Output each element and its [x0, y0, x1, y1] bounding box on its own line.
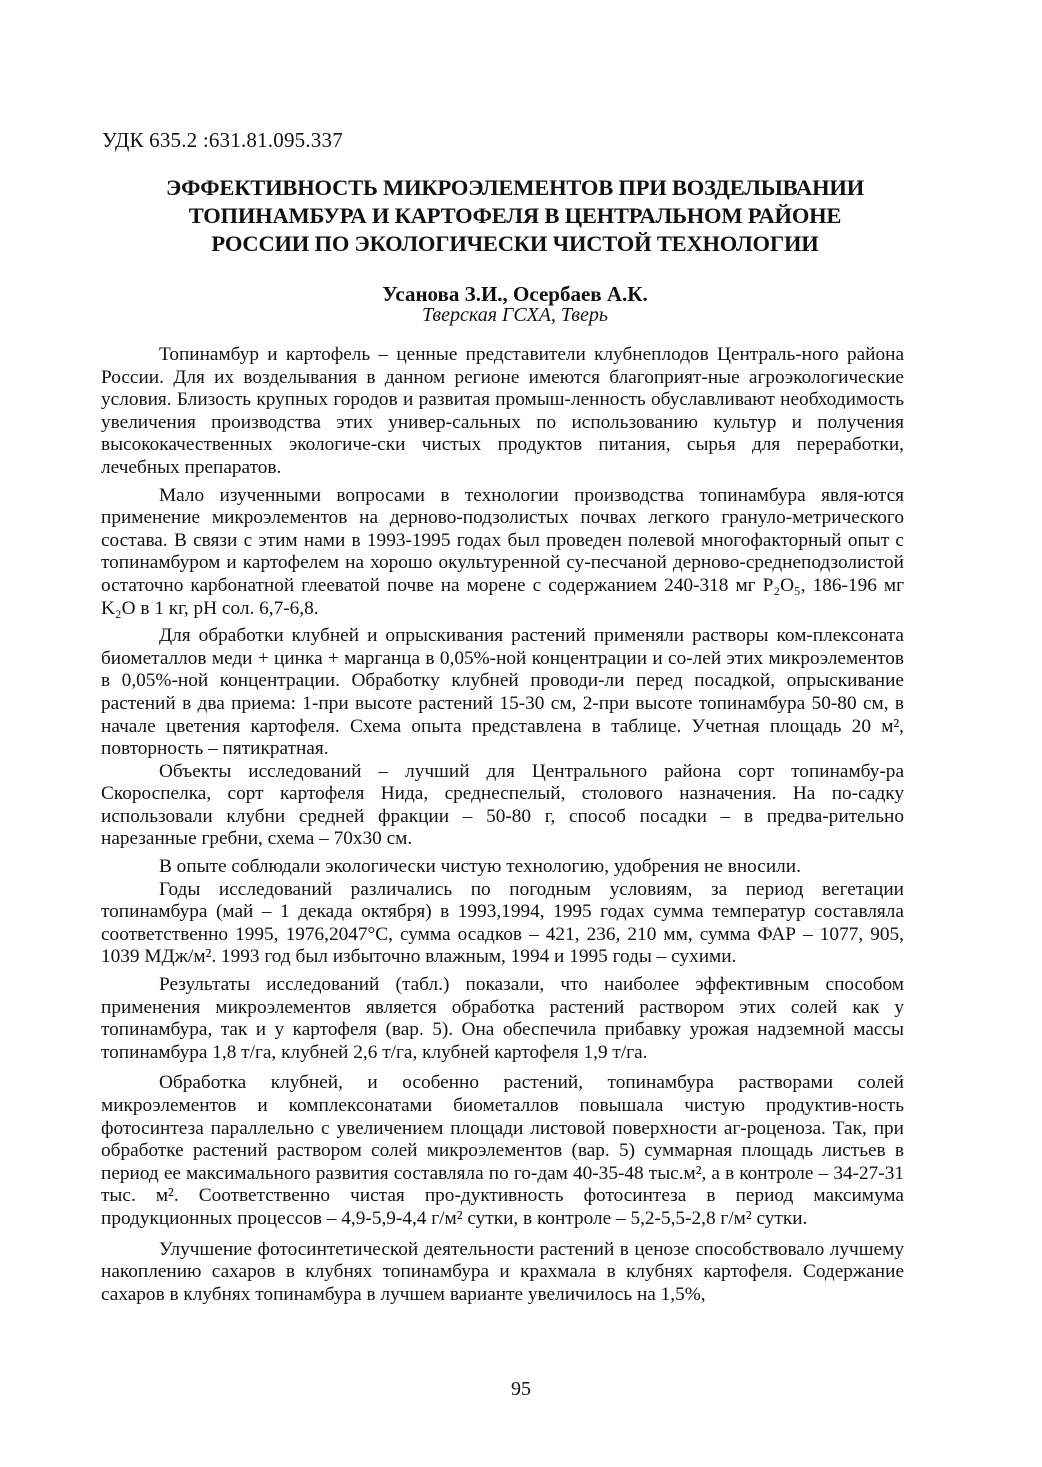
- article-body: [101, 344, 904, 1306]
- paragraph: Годы исследований различались по погодным условиям, за период вегетации топинамбура (май – 1 декада октября) в 1993,1994, 1995 годах сумма температур составляла соответственно 1995, 1976,2047°С, сумма осадков – 421, 236, 210 мм, сумма ФАР – 1077, 905, 1039 МДж/м². 1993 год был избыточно влажным, 1994 и 1995 годы – сухими.: [101, 878, 904, 968]
- paragraph: Объекты исследований – лучший для Центрального района сорт топинамбу-ра Скороспелка, сорт картофеля Нида, среднеспелый, столового назначения. На по-садку использовали клубни средней фракции – 50-80 г, способ посадки – в предва-рительно нарезанные гребни, схема – 70х30 см.: [101, 760, 904, 850]
- paragraph: В опыте соблюдали экологически чистую технологию, удобрения не вносили.: [159, 856, 801, 878]
- article-title: [100, 174, 930, 258]
- title-line: ТОПИНАМБУРА И КАРТОФЕЛЯ В ЦЕНТРАЛЬНОМ РАЙОНЕ: [188, 203, 842, 228]
- title-line: ЭФФЕКТИВНОСТЬ МИКРОЭЛЕМЕНТОВ ПРИ ВОЗДЕЛЫВАНИИ: [165, 175, 865, 200]
- udk-code: УДК 635.2 :631.81.095.337: [102, 128, 343, 152]
- page-number: 95: [511, 1378, 531, 1400]
- paragraph: Результаты исследований (табл.) показали, что наиболее эффективным способом применения микроэлементов является обработка растений раствором этих солей как у топинамбура, так и у картофеля (вар. 5). Она обеспечила прибавку урожая надземной массы топинамбура 1,8 т/га, клубней 2,6 т/га, клубней картофеля 1,9 т/га.: [101, 974, 904, 1063]
- paragraph: Улучшение фотосинтетической деятельности растений в ценозе способствовало лучшему накоплению сахаров в клубнях топинамбура и крахмала в клубнях картофеля. Содержание сахаров в клубнях топинамбура в лучшем варианте увеличилось на 1,5%,: [101, 1238, 904, 1305]
- paragraph: Для обработки клубней и опрыскивания растений применяли растворы ком-плексоната биометаллов меди + цинка + марганца в 0,05%-ной концентрации и со-лей этих микроэлементов в 0,05%-ной концентрации. Обработку клубней проводи-ли перед посадкой, опрыскивание растений в два приема: 1-при высоте растений 15-30 см, 2-при высоте топинамбура 50-80 см, в начале цветения картофеля. Схема опыта представлена в таблице. Учетная площадь 20 м², повторность – пятикратная.: [101, 625, 904, 760]
- title-line: РОССИИ ПО ЭКОЛОГИЧЕСКИ ЧИСТОЙ ТЕХНОЛОГИИ: [211, 231, 819, 256]
- paragraph: Мало изученными вопросами в технологии производства топинамбура явля-ются применение микроэлементов на дерново-подзолистых почвах легкого грануло-метрического состава. В связи с этим нами в 1993-1995 годах был проведен полевой многофакторный опыт с топинамбуром и картофелем на хорошо окультуренной су-песчаной дерново-среднеподзолистой остаточно карбонатной глееватой почве на морене с содержанием 240-318 мг P₂O₅, 186-196 мг K₂O в 1 кг, pH сол. 6,7-6,8.: [101, 484, 904, 619]
- paragraph: Топинамбур и картофель – ценные представители клубнеплодов Централь-ного района России. Для их возделывания в данном регионе имеются благоприят-ные агроэкологические условия. Близость крупных городов и развитая промыш-ленность обуславливают необходимость увеличения производства этих универ-сальных по использованию культур и получения высококачественных экологиче-ски чистых продуктов питания, сырья для переработки, лечебных препаратов.: [101, 344, 904, 478]
- affiliation: Тверская ГСХА, Тверь: [422, 304, 608, 326]
- paragraph: Обработка клубней, и особенно растений, топинамбура растворами солей микроэлементов и комплексонатами биометаллов повышала чистую продуктив-ность фотосинтеза параллельно с увеличением площади листовой поверхности аг-роценоза. Так, при обработке растений раствором солей микроэлементов (вар. 5) суммарная площадь листьев в период ее максимального развития составляла по го-дам 40-35-48 тыс.м², а в контроле – 34-27-31 тыс. м². Соответственно чистая про-дуктивность фотосинтеза в период максимума продукционных процессов – 4,9-5,9-4,4 г/м² сутки, в контроле – 5,2-5,5-2,8 г/м² сутки.: [101, 1072, 904, 1229]
- authors: Усанова З.И., Осербаев А.К.: [382, 282, 648, 306]
